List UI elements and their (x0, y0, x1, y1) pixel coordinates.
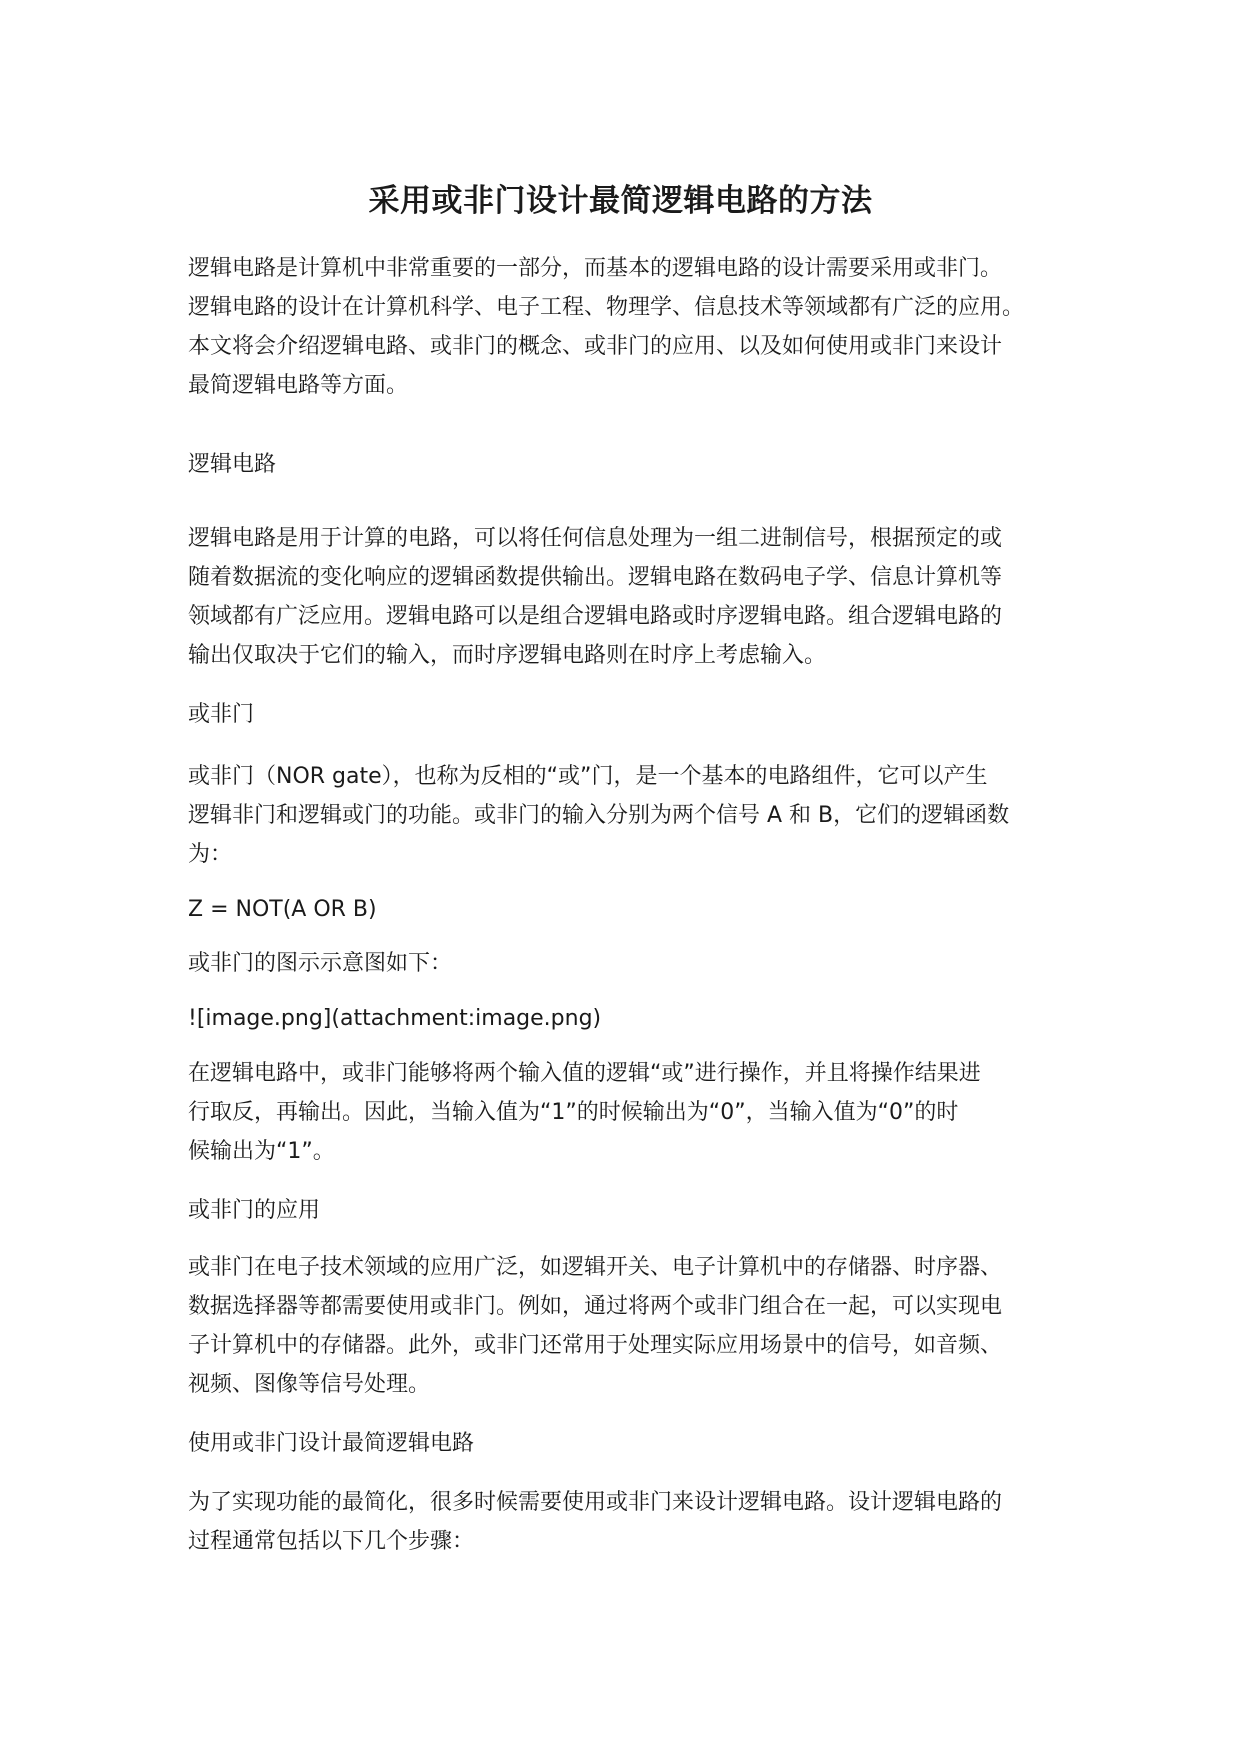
paragraph-line: 数据选择器等都需要使用或非门。例如，通过将两个或非门组合在一起，可以实现电 (188, 1294, 1003, 1319)
document-title: 采用或非门设计最简逻辑电路的方法 (368, 183, 873, 219)
paragraph-line: 为了实现功能的最简化，很多时候需要使用或非门来设计逻辑电路。设计逻辑电路的 (188, 1490, 1003, 1515)
paragraph-line: 输出仅取决于它们的输入，而时序逻辑电路则在时序上考虑输入。 (188, 643, 827, 668)
paragraph-line: 过程通常包括以下几个步骤： (188, 1529, 475, 1554)
paragraph-line: 或非门的图示示意图如下： (188, 951, 453, 976)
section-heading: 或非门 (188, 702, 255, 727)
paragraph-line: 逻辑电路是用于计算的电路，可以将任何信息处理为一组二进制信号，根据预定的或 (188, 526, 1003, 551)
formula-line: Z = NOT(A OR B) (188, 897, 377, 922)
section-heading: 使用或非门设计最简逻辑电路 (188, 1431, 475, 1456)
paragraph-line: 在逻辑电路中，或非门能够将两个输入值的逻辑“或”进行操作，并且将操作结果进 (188, 1061, 981, 1086)
paragraph-line: 随着数据流的变化响应的逻辑函数提供输出。逻辑电路在数码电子学、信息计算机等 (188, 565, 1003, 590)
paragraph-line: 最简逻辑电路等方面。 (188, 373, 409, 398)
paragraph-line: 行取反，再输出。因此，当输入值为“1”的时候输出为“0”，当输入值为“0”的时 (188, 1100, 959, 1125)
paragraph-line: 候输出为“1”。 (188, 1139, 335, 1164)
paragraph-line: 子计算机中的存储器。此外，或非门还常用于处理实际应用场景中的信号，如音频、 (188, 1333, 1003, 1358)
paragraph-line: 逻辑非门和逻辑或门的功能。或非门的输入分别为两个信号 A 和 B，它们的逻辑函数 (188, 803, 1010, 828)
paragraph-line: 逻辑电路是计算机中非常重要的一部分，而基本的逻辑电路的设计需要采用或非门。 (188, 256, 1003, 281)
paragraph-line: 逻辑电路的设计在计算机科学、电子工程、物理学、信息技术等领域都有广泛的应用。 (188, 295, 1025, 320)
section-heading: 逻辑电路 (188, 452, 277, 477)
paragraph-line: 领域都有广泛应用。逻辑电路可以是组合逻辑电路或时序逻辑电路。组合逻辑电路的 (188, 604, 1003, 629)
image-placeholder-text: ![image.png](attachment:image.png) (188, 1006, 602, 1031)
paragraph-line: 本文将会介绍逻辑电路、或非门的概念、或非门的应用、以及如何使用或非门来设计 (188, 334, 1003, 359)
paragraph-line: 或非门（NOR gate），也称为反相的“或”门，是一个基本的电路组件，它可以产生 (188, 764, 988, 789)
section-heading: 或非门的应用 (188, 1198, 321, 1223)
paragraph-line: 或非门在电子技术领域的应用广泛，如逻辑开关、电子计算机中的存储器、时序器、 (188, 1255, 1003, 1280)
paragraph-line: 为： (188, 842, 233, 867)
paragraph-line: 视频、图像等信号处理。 (188, 1372, 431, 1397)
